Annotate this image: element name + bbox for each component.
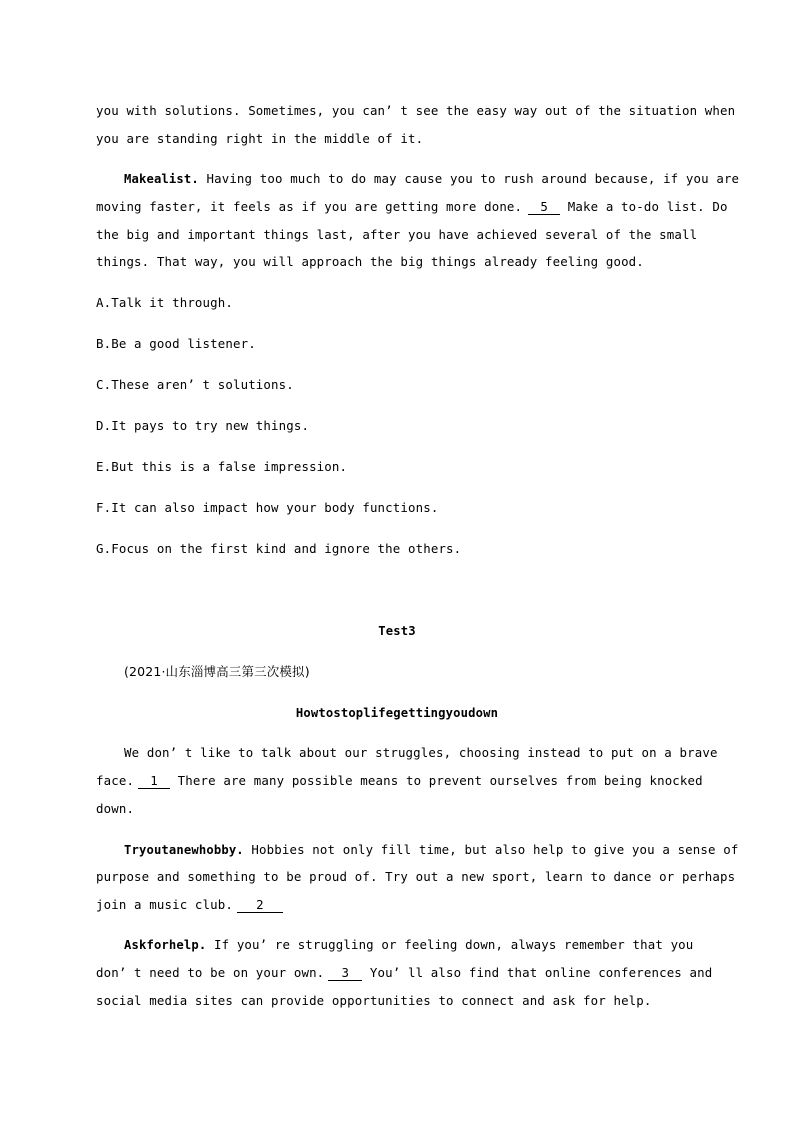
- paragraph-text: There are many possible means to prevent ourselves from being knocked: [170, 773, 703, 788]
- paragraph-text: moving faster, it feels as if you are getting more done.: [96, 199, 523, 214]
- option-c: C.These aren’ t solutions.: [96, 377, 294, 392]
- test-label: Test3: [378, 624, 416, 638]
- section-heading: Tryoutanewhobby.: [124, 843, 244, 857]
- paragraph-line: things. That way, you will approach the big things already feeling good.: [96, 254, 644, 269]
- paragraph-line: the big and important things last, after you have achieved several of the small: [96, 227, 698, 242]
- option-e: E.But this is a false impression.: [96, 459, 348, 474]
- paragraph-ask-for-help: [124, 937, 706, 953]
- option-b: B.Be a good listener.: [96, 336, 256, 351]
- source-note: (2021·山东淄博高三第三次模拟): [124, 664, 310, 679]
- answer-blank-2: 2: [237, 898, 283, 913]
- answer-blank-3: 3: [328, 966, 362, 981]
- paragraph-text: You’ ll also find that online conferences and: [362, 965, 713, 980]
- paragraph-text: don’ t need to be on your own.: [96, 965, 325, 980]
- paragraph-text: If you’ re struggling or feeling down, always remember that you: [206, 937, 694, 952]
- option-f: F.It can also impact how your body functions.: [96, 500, 439, 515]
- passage-title: Howtostoplifegettingyoudown: [295, 706, 499, 720]
- section-heading: Askforhelp.: [124, 938, 207, 952]
- answer-blank-5: 5: [528, 200, 560, 215]
- paragraph-text: Hobbies not only fill time, but also help to give you a sense of: [243, 842, 739, 857]
- option-a: A.Talk it through.: [96, 295, 233, 310]
- paragraph-line: down.: [96, 801, 135, 816]
- paragraph-try-a-hobby: [124, 842, 739, 858]
- paragraph-make-a-list: [124, 171, 740, 187]
- paragraph-text: join a music club.: [96, 897, 233, 912]
- paragraph-line: you with solutions. Sometimes, you can’ t see the easy way out of the situation when: [96, 103, 736, 118]
- paragraph-line: [96, 199, 728, 215]
- answer-blank-1: 1: [138, 774, 170, 789]
- paragraph-line: [96, 965, 713, 981]
- paragraph-text: Make a to-do list. Do: [560, 199, 728, 214]
- paragraph-text: face.: [96, 773, 135, 788]
- paragraph-line: social media sites can provide opportunities to connect and ask for help.: [96, 993, 652, 1008]
- option-d: D.It pays to try new things.: [96, 418, 310, 433]
- section-heading: Makealist.: [124, 172, 199, 186]
- paragraph-line: [96, 897, 706, 913]
- paragraph-line: purpose and something to be proud of. Try out a new sport, learn to dance or perhaps: [96, 869, 736, 884]
- paragraph-line: [96, 773, 706, 789]
- option-g: G.Focus on the first kind and ignore the others.: [96, 541, 462, 556]
- paragraph-text: Having too much to do may cause you to rush around because, if you are: [198, 171, 740, 186]
- paragraph-line: We don’ t like to talk about our struggles, choosing instead to put on a brave: [124, 745, 718, 760]
- paragraph-line: you are standing right in the middle of it.: [96, 131, 424, 146]
